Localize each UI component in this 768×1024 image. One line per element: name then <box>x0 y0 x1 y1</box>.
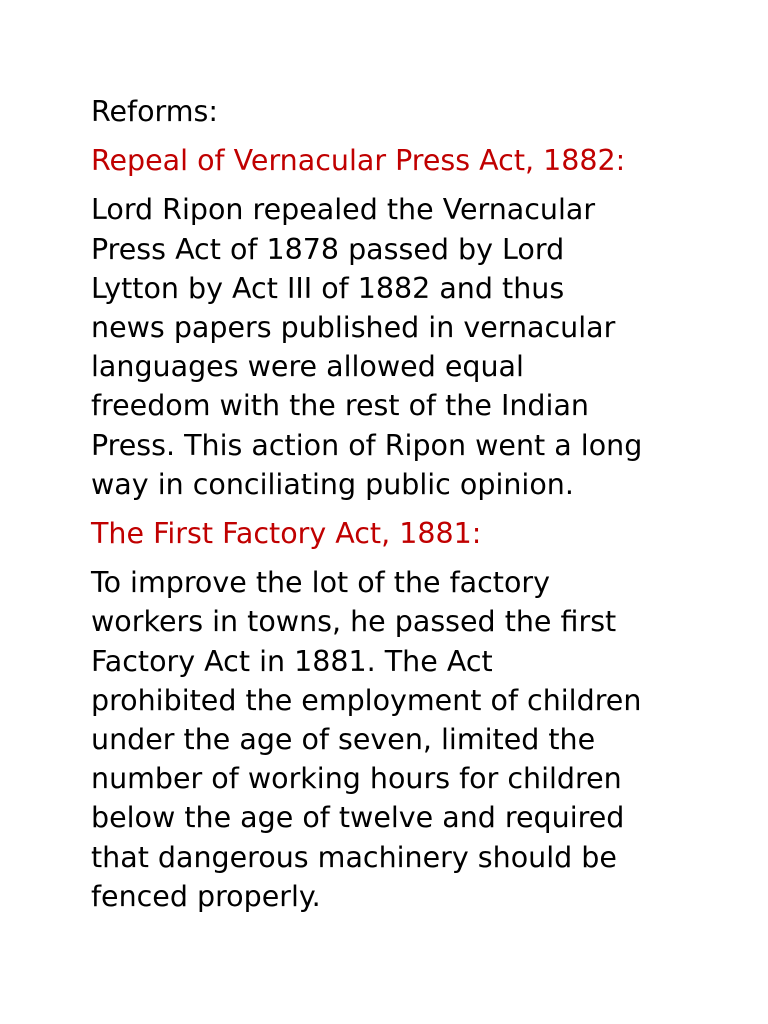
heading-vernacular-press-act: Repeal of Vernacular Press Act, 1882: <box>91 144 626 178</box>
paragraph-factory-act <box>91 563 691 916</box>
paragraph-line: fenced properly. <box>91 879 321 913</box>
paragraph-line: under the age of seven, limited the <box>91 723 596 757</box>
paragraph-line: To improve the lot of the factory <box>91 566 550 600</box>
paragraph-line: way in conciliating public opinion. <box>91 467 574 501</box>
paragraph-line: prohibited the employment of children <box>91 683 642 717</box>
paragraph-vernacular-press-act <box>91 190 691 504</box>
paragraph-line: Press Act of 1878 passed by Lord <box>91 232 565 266</box>
paragraph-line: workers in towns, he passed the first <box>91 605 617 639</box>
paragraph-line: that dangerous machinery should be <box>91 840 617 874</box>
section-label: Reforms: <box>91 95 218 128</box>
document-page <box>91 92 691 926</box>
heading-factory-act: The First Factory Act, 1881: <box>91 517 482 551</box>
paragraph-line: freedom with the rest of the Indian <box>91 389 589 423</box>
paragraph-line: Press. This action of Ripon went a long <box>91 428 643 462</box>
paragraph-line: below the age of twelve and required <box>91 801 625 835</box>
paragraph-line: Lytton by Act III of 1882 and thus <box>91 271 565 305</box>
paragraph-line: Factory Act in 1881. The Act <box>91 644 493 678</box>
paragraph-line: languages were allowed equal <box>91 350 524 384</box>
paragraph-line: Lord Ripon repealed the Vernacular <box>91 193 596 227</box>
paragraph-line: news papers published in vernacular <box>91 311 616 345</box>
paragraph-line: number of working hours for children <box>91 762 622 796</box>
